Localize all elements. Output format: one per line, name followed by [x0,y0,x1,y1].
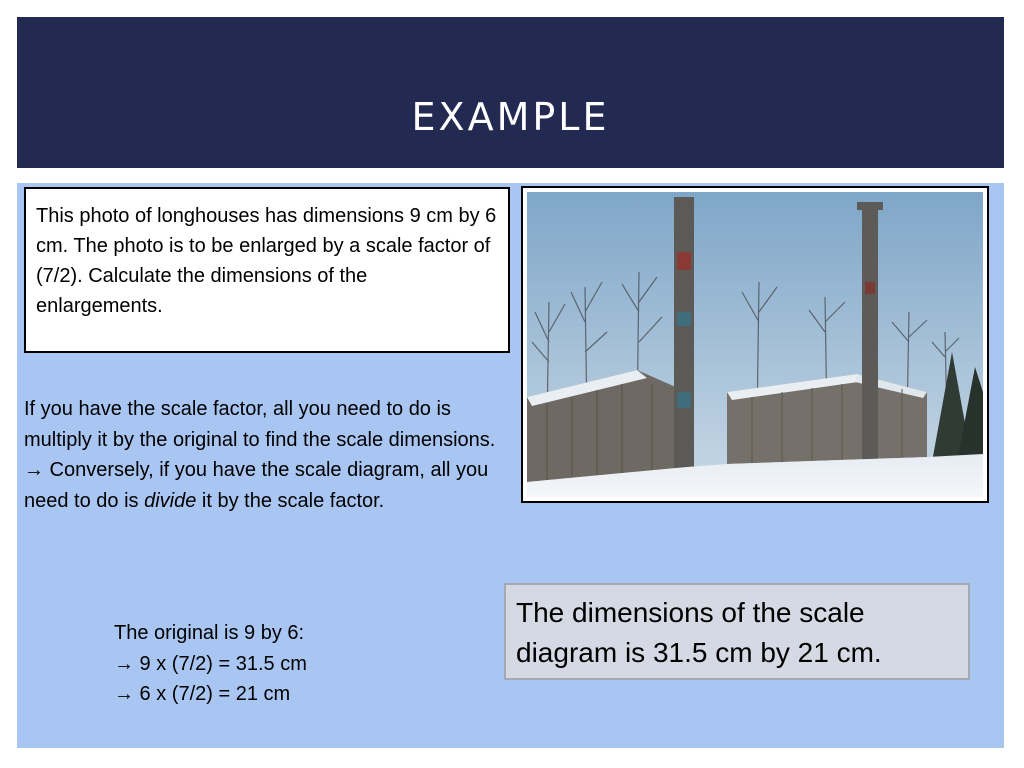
arrow-icon: → [24,459,44,481]
slide-title: EXAMPLE [411,95,610,139]
arrow-icon: → [114,683,134,705]
arrow-icon: → [114,652,134,675]
answer-box [504,583,970,680]
problem-statement-box [24,187,510,353]
calculation-step-2: → 6 x (7/2) = 21 cm [114,683,291,705]
explanation-line-1: If you have the scale factor, all you need to do is multiply it by the original to find the scale dimensions. [24,398,496,451]
calculation-intro: The original is 9 by 6: [114,622,305,644]
explanation-line-2: → Conversely, if you have the scale diagram, all you need to do is divide it by the scale factor. [24,459,489,512]
answer-text: The dimensions of the scale diagram is 31.5 cm by 21 cm. [516,597,882,668]
emphasis-divide: divide [144,489,197,512]
calculation-step-1: → 9 x (7/2) = 31.5 cm [114,652,307,675]
title-bar [17,17,1004,168]
longhouse-photo-illustration [527,192,983,497]
calculation-block [114,618,434,710]
longhouse-photo [521,186,989,503]
problem-text: This photo of longhouses has dimensions 9 cm by 6 cm. The photo is to be enlarged by a scale factor of (7/2). Calculate the dimensions of the enlargements. [36,205,497,317]
explanation-text [24,394,519,516]
